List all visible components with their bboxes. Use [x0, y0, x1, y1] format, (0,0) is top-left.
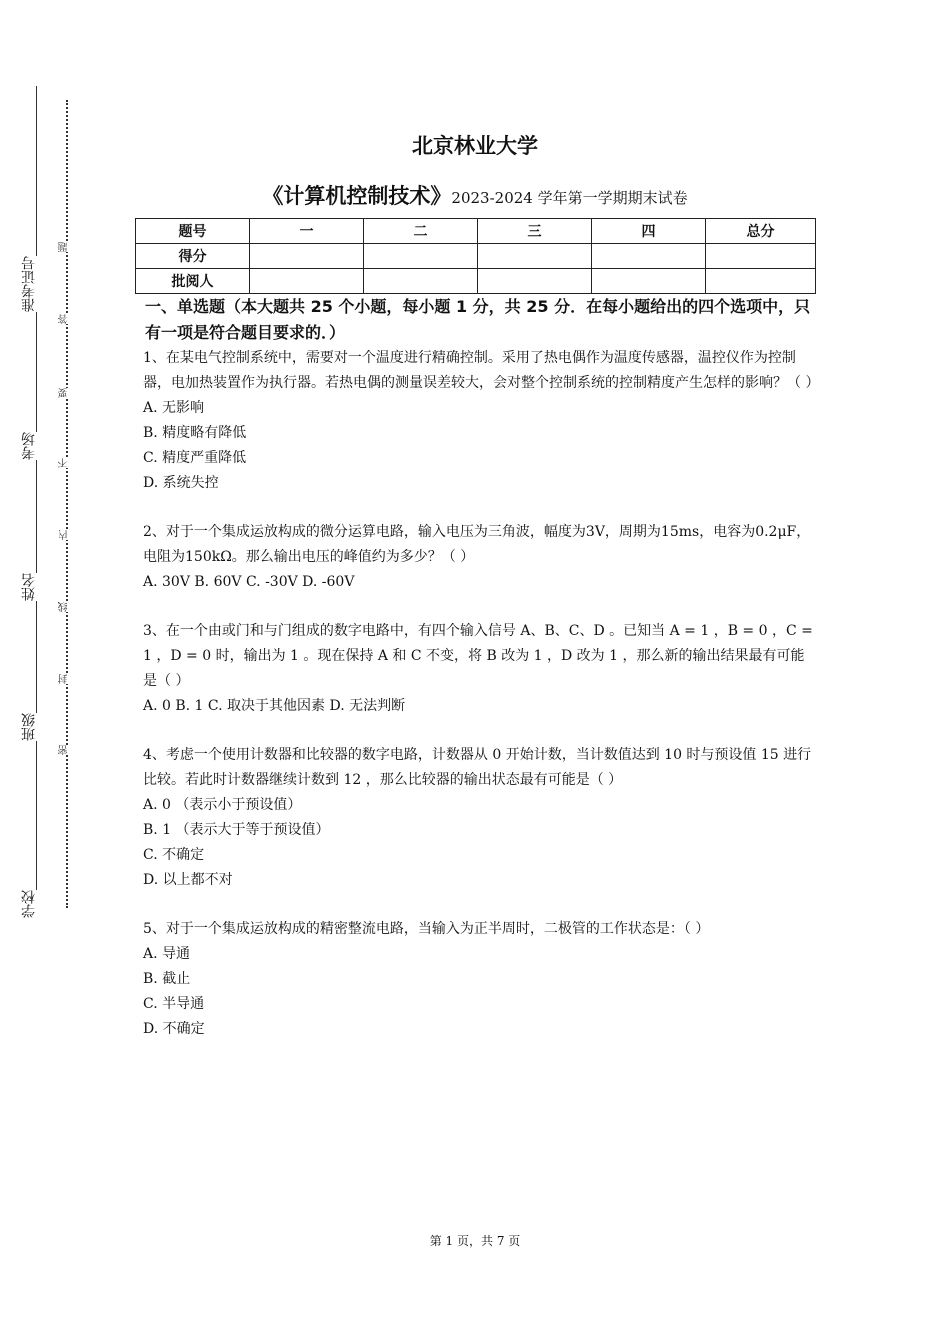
seal-char: 不 — [59, 458, 75, 468]
table-cell — [478, 269, 592, 294]
table-cell: 得分 — [136, 244, 250, 269]
exam-id-label: 准考证号 — [20, 256, 44, 312]
seal-char: 内 — [59, 530, 75, 540]
question-section — [143, 294, 820, 1066]
option: D. 系统失控 — [143, 475, 219, 491]
table-cell — [250, 244, 364, 269]
table-header-cell: 总分 — [706, 219, 816, 244]
class-label: 班级 — [20, 713, 44, 741]
table-cell — [478, 244, 592, 269]
seal-char: 封 — [59, 674, 75, 684]
question-text: 3、在一个由或门和与门组成的数字电路中，有四个输入信号 A、B、C、D 。已知当 A = 1 ，B = 0 ，C = 1 ，D = 0 时，输出为 1 。现在保持 A 和 C 不变，将 B 改为 1 ，D 改为 1 ，那么新的输出结果最有可能是（ ） — [143, 623, 813, 689]
option: B. 1 （表示大于等于预设值） — [143, 822, 330, 838]
option: C. 不确定 — [143, 847, 205, 863]
option: D. 不确定 — [143, 1021, 205, 1037]
option: A. 0 B. 1 C. 取决于其他因素 D. 无法判断 — [143, 698, 406, 714]
score-table — [135, 218, 816, 294]
course-name: 《计算机控制技术》 — [262, 184, 452, 208]
option: A. 导通 — [143, 946, 191, 962]
section-heading: 一、单选题（本大题共 25 个小题，每小题 1 分，共 25 分．在每小题给出的四个选项中，只有一项是符合题目要求的．） — [145, 297, 811, 342]
table-cell — [364, 269, 478, 294]
question-2 — [143, 520, 813, 595]
table-header-cell: 三 — [478, 219, 592, 244]
option: B. 截止 — [143, 971, 191, 987]
option: C. 半导通 — [143, 996, 205, 1012]
table-cell — [592, 244, 706, 269]
table-cell — [706, 244, 816, 269]
option: B. 精度略有降低 — [143, 425, 247, 441]
option: A. 30V B. 60V C. -30V D. -60V — [143, 574, 355, 590]
university-title: 北京林业大学 — [412, 134, 538, 158]
table-row — [136, 269, 816, 294]
question-3 — [143, 619, 813, 719]
question-text: 2、对于一个集成运放构成的微分运算电路，输入电压为三角波，幅度为3V，周期为15ms，电容为0.2μF，电阻为150kΩ。那么输出电压的峰值约为多少？（ ） — [143, 524, 811, 565]
seal-dotted-line — [66, 100, 68, 908]
table-header-row — [136, 219, 816, 244]
seal-char: 题 — [59, 242, 75, 252]
option: D. 以上都不对 — [143, 872, 233, 888]
question-4 — [143, 743, 813, 893]
table-header-cell: 四 — [592, 219, 706, 244]
seal-char: 线 — [59, 602, 75, 612]
table-cell — [592, 269, 706, 294]
table-cell — [364, 244, 478, 269]
seal-char: 要 — [59, 388, 75, 398]
question-text: 5、对于一个集成运放构成的精密整流电路，当输入为正半周时，二极管的工作状态是：（ ） — [143, 921, 710, 937]
name-label: 姓名 — [20, 573, 44, 601]
seal-char: 答 — [59, 314, 75, 324]
exam-title — [0, 180, 950, 210]
table-cell: 批阅人 — [136, 269, 250, 294]
table-row — [136, 244, 816, 269]
table-header-cell: 题号 — [136, 219, 250, 244]
school-label: 学校 — [20, 890, 44, 918]
table-header-cell: 二 — [364, 219, 478, 244]
table-cell — [250, 269, 364, 294]
question-1 — [143, 346, 820, 496]
exam-room-label: 考场 — [20, 432, 44, 460]
option: A. 0 （表示小于预设值） — [143, 797, 302, 813]
option: C. 精度严重降低 — [143, 450, 247, 466]
question-text: 4、考虑一个使用计数器和比较器的数字电路，计数器从 0 开始计数，当计数值达到 10 时与预设值 15 进行比较。若此时计数器继续计数到 12 ，那么比较器的输出状态最有可能是（ ） — [143, 747, 812, 788]
question-text: 1、在某电气控制系统中，需要对一个温度进行精确控制。采用了热电偶作为温度传感器，温控仪作为控制器，电加热装置作为执行器。若热电偶的测量误差较大，会对整个控制系统的控制精度产生怎样的影响？（ ） — [143, 350, 820, 391]
term-text: 2023-2024 学年第一学期期末试卷 — [451, 189, 688, 207]
question-5 — [143, 917, 813, 1042]
table-cell — [706, 269, 816, 294]
seal-char: 密 — [59, 745, 75, 755]
page-footer: 第 1 页，共 7 页 — [429, 1234, 521, 1248]
binding-line — [36, 86, 37, 916]
table-header-cell: 一 — [250, 219, 364, 244]
option: A. 无影响 — [143, 400, 205, 416]
